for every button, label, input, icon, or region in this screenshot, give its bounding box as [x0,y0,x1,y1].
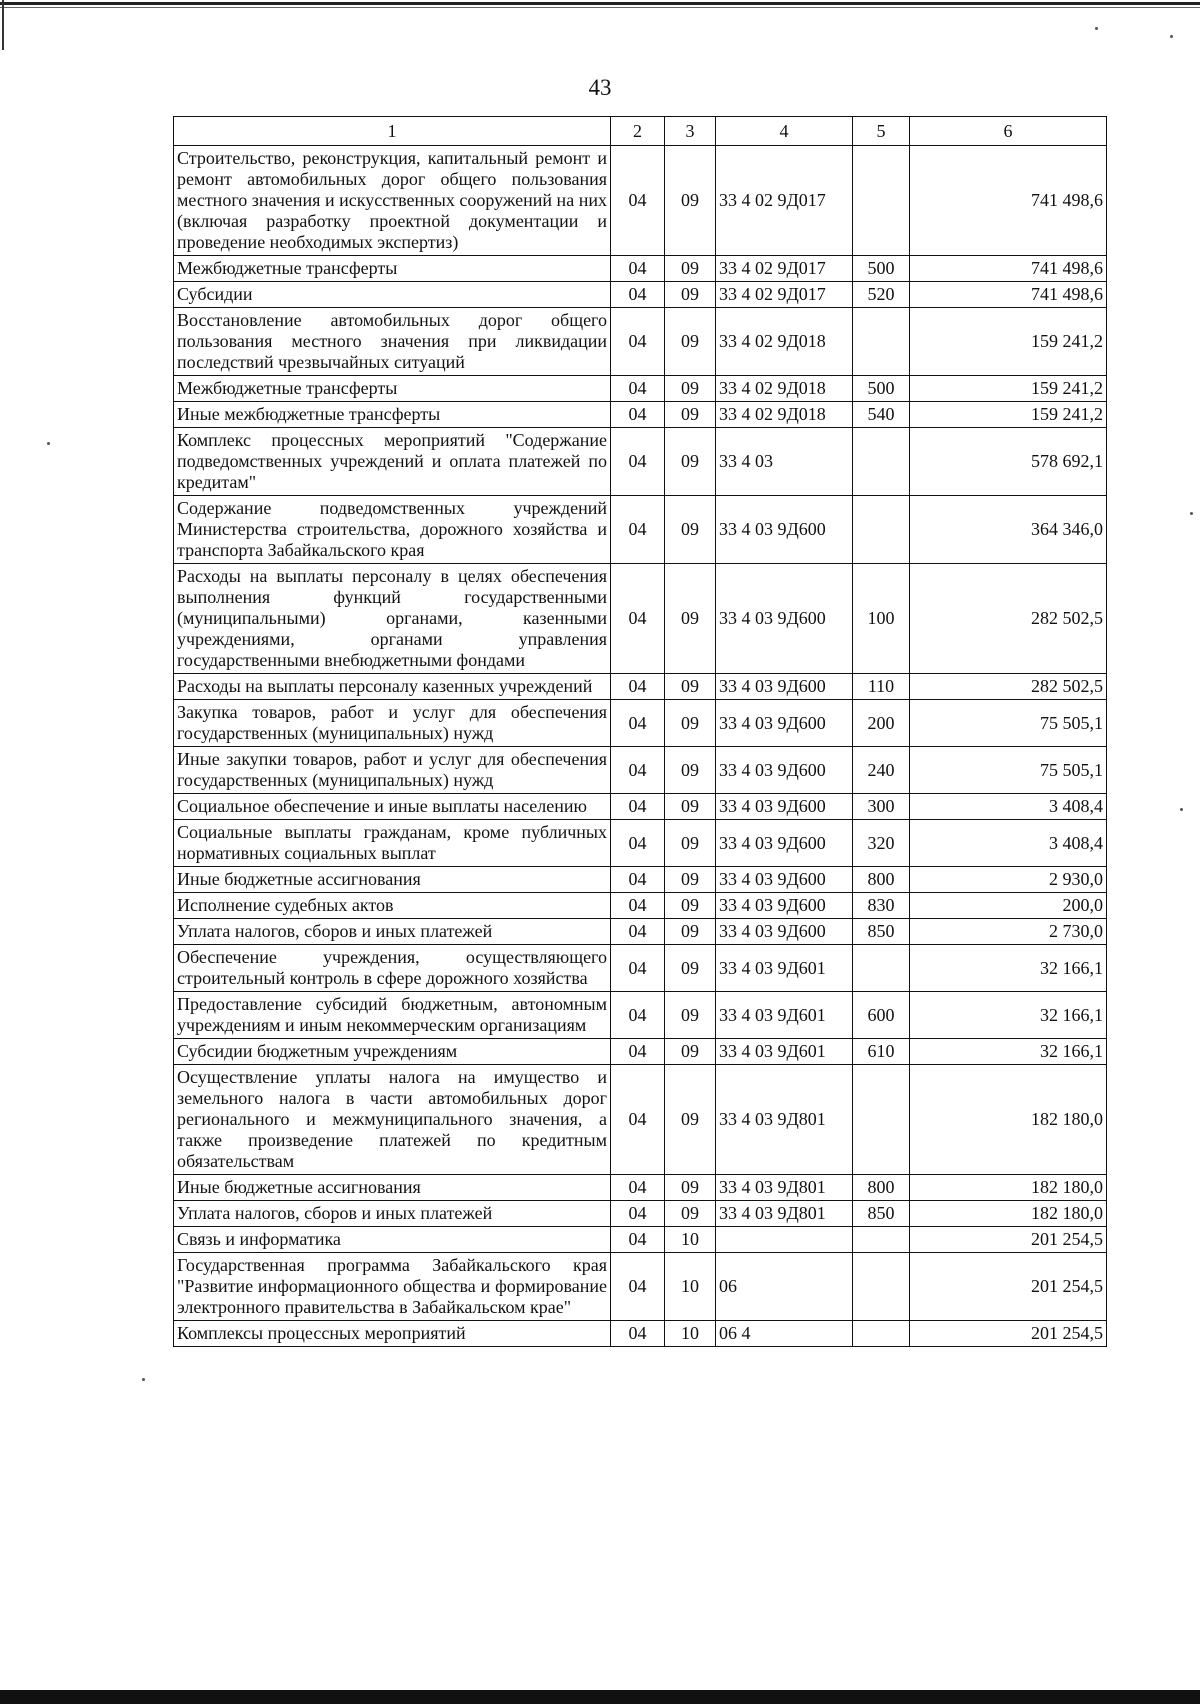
cell-name: Расходы на выплаты персоналу казенных учреждений [174,674,611,700]
table-row [174,1039,1107,1065]
table-row [174,1175,1107,1201]
cell-pr: 09 [665,496,716,564]
cell-vr [853,1065,910,1175]
cell-vr: 800 [853,1175,910,1201]
cell-csr: 33 4 02 9Д018 [716,402,853,428]
cell-rz: 04 [611,1253,665,1321]
cell-pr: 09 [665,747,716,794]
cell-rz: 04 [611,1065,665,1175]
cell-csr: 33 4 03 9Д600 [716,820,853,867]
cell-pr: 09 [665,1175,716,1201]
table-row [174,1227,1107,1253]
cell-name: Восстановление автомобильных дорог общего пользования местного значения при ликвидации последствий чрезвычайных ситуаций [174,308,611,376]
table-row [174,794,1107,820]
cell-rz: 04 [611,402,665,428]
cell-rz: 04 [611,1321,665,1347]
cell-vr: 200 [853,700,910,747]
cell-name: Обеспечение учреждения, осуществляющего строительный контроль в сфере дорожного хозяйства [174,945,611,992]
cell-csr: 33 4 03 9Д600 [716,700,853,747]
cell-vr [853,945,910,992]
cell-sum: 364 346,0 [910,496,1107,564]
scan-top-border [0,2,1200,5]
cell-sum: 282 502,5 [910,564,1107,674]
cell-vr [853,496,910,564]
scan-speck [1190,512,1193,515]
cell-vr: 500 [853,256,910,282]
cell-csr: 33 4 03 9Д801 [716,1201,853,1227]
cell-csr: 33 4 03 9Д801 [716,1065,853,1175]
cell-sum: 578 692,1 [910,428,1107,496]
cell-name: Закупка товаров, работ и услуг для обеспечения государственных (муниципальных) нужд [174,700,611,747]
cell-csr: 33 4 02 9Д017 [716,256,853,282]
cell-csr: 33 4 03 9Д600 [716,867,853,893]
cell-name: Иные межбюджетные трансферты [174,402,611,428]
cell-pr: 09 [665,256,716,282]
cell-pr: 09 [665,146,716,256]
table-row [174,945,1107,992]
cell-name: Иные закупки товаров, работ и услуг для обеспечения государственных (муниципальных) нужд [174,747,611,794]
cell-sum: 200,0 [910,893,1107,919]
cell-name: Иные бюджетные ассигнования [174,867,611,893]
scan-speck [1095,27,1098,30]
table-header-row [174,117,1107,146]
cell-sum: 201 254,5 [910,1227,1107,1253]
cell-pr: 09 [665,674,716,700]
table-row [174,428,1107,496]
table-row [174,992,1107,1039]
cell-csr: 33 4 03 9Д600 [716,893,853,919]
cell-pr: 09 [665,282,716,308]
cell-name: Межбюджетные трансферты [174,256,611,282]
cell-pr: 09 [665,308,716,376]
cell-rz: 04 [611,146,665,256]
cell-name: Государственная программа Забайкальского края "Развитие информационного общества и формирование электронного правительства в Забайкальском крае" [174,1253,611,1321]
cell-vr [853,428,910,496]
cell-rz: 04 [611,820,665,867]
budget-table [173,116,1107,1347]
cell-name: Исполнение судебных актов [174,893,611,919]
cell-vr [853,308,910,376]
cell-name: Осуществление уплаты налога на имущество и земельного налога в части автомобильных дорог регионального и межмуниципального значения, а также произведение платежей по кредитным обязательствам [174,1065,611,1175]
scan-speck [1170,35,1173,38]
cell-rz: 04 [611,496,665,564]
cell-sum: 2 930,0 [910,867,1107,893]
cell-csr: 33 4 03 9Д600 [716,747,853,794]
cell-pr: 09 [665,820,716,867]
cell-name: Строительство, реконструкция, капитальный ремонт и ремонт автомобильных дорог общего пользования местного значения и искусственных сооружений на них (включая разработку проектной документации и проведение необходимых экспертиз) [174,146,611,256]
scan-speck [1180,808,1183,811]
cell-pr: 09 [665,867,716,893]
cell-sum: 741 498,6 [910,146,1107,256]
cell-rz: 04 [611,700,665,747]
cell-csr [716,1227,853,1253]
table-row [174,700,1107,747]
cell-sum: 3 408,4 [910,794,1107,820]
cell-csr: 33 4 03 9Д600 [716,496,853,564]
table-row [174,402,1107,428]
table-row [174,1321,1107,1347]
cell-pr: 09 [665,893,716,919]
cell-sum: 75 505,1 [910,747,1107,794]
cell-vr: 240 [853,747,910,794]
cell-csr: 33 4 03 [716,428,853,496]
cell-vr: 800 [853,867,910,893]
cell-sum: 741 498,6 [910,256,1107,282]
scan-speck [47,442,50,445]
cell-vr [853,1253,910,1321]
table-row [174,820,1107,867]
cell-csr: 33 4 03 9Д600 [716,794,853,820]
scan-bottom-border [0,1690,1200,1704]
cell-sum: 182 180,0 [910,1175,1107,1201]
cell-pr: 09 [665,1201,716,1227]
cell-sum: 182 180,0 [910,1201,1107,1227]
table-row [174,496,1107,564]
cell-pr: 09 [665,376,716,402]
cell-rz: 04 [611,794,665,820]
cell-pr: 10 [665,1227,716,1253]
cell-csr: 33 4 02 9Д017 [716,282,853,308]
cell-rz: 04 [611,308,665,376]
cell-pr: 10 [665,1253,716,1321]
header-cell: 2 [611,117,665,146]
cell-rz: 04 [611,256,665,282]
cell-vr [853,1321,910,1347]
cell-vr: 100 [853,564,910,674]
cell-name: Предоставление субсидий бюджетным, автономным учреждениям и иным некоммерческим организациям [174,992,611,1039]
cell-csr: 06 [716,1253,853,1321]
cell-name: Связь и информатика [174,1227,611,1253]
cell-vr: 500 [853,376,910,402]
cell-vr [853,146,910,256]
scan-speck [142,1378,145,1381]
header-cell: 5 [853,117,910,146]
cell-sum: 3 408,4 [910,820,1107,867]
table-row [174,146,1107,256]
cell-sum: 159 241,2 [910,308,1107,376]
cell-rz: 04 [611,867,665,893]
table-row [174,282,1107,308]
cell-rz: 04 [611,945,665,992]
cell-pr: 09 [665,402,716,428]
cell-name: Комплексы процессных мероприятий [174,1321,611,1347]
cell-csr: 33 4 03 9Д601 [716,1039,853,1065]
cell-rz: 04 [611,674,665,700]
cell-sum: 32 166,1 [910,945,1107,992]
cell-pr: 09 [665,428,716,496]
cell-sum: 282 502,5 [910,674,1107,700]
cell-name: Уплата налогов, сборов и иных платежей [174,919,611,945]
cell-rz: 04 [611,919,665,945]
cell-pr: 09 [665,700,716,747]
cell-name: Комплекс процессных мероприятий "Содержание подведомственных учреждений и оплата платежей по кредитам" [174,428,611,496]
cell-vr: 830 [853,893,910,919]
cell-name: Субсидии [174,282,611,308]
cell-sum: 741 498,6 [910,282,1107,308]
cell-sum: 159 241,2 [910,376,1107,402]
cell-name: Социальные выплаты гражданам, кроме публичных нормативных социальных выплат [174,820,611,867]
cell-rz: 04 [611,1201,665,1227]
cell-rz: 04 [611,747,665,794]
cell-vr: 320 [853,820,910,867]
cell-rz: 04 [611,1039,665,1065]
cell-csr: 33 4 03 9Д601 [716,992,853,1039]
cell-sum: 201 254,5 [910,1321,1107,1347]
scan-left-edge [2,0,4,50]
cell-vr: 540 [853,402,910,428]
table-row [174,893,1107,919]
cell-sum: 159 241,2 [910,402,1107,428]
cell-sum: 2 730,0 [910,919,1107,945]
cell-pr: 09 [665,992,716,1039]
cell-pr: 09 [665,1039,716,1065]
cell-rz: 04 [611,1227,665,1253]
cell-name: Социальное обеспечение и иные выплаты населению [174,794,611,820]
cell-csr: 33 4 02 9Д018 [716,376,853,402]
header-cell: 6 [910,117,1107,146]
cell-rz: 04 [611,992,665,1039]
table-row [174,564,1107,674]
cell-vr: 110 [853,674,910,700]
header-cell: 3 [665,117,716,146]
page-number: 43 [588,75,612,100]
cell-csr: 06 4 [716,1321,853,1347]
cell-rz: 04 [611,1175,665,1201]
cell-csr: 33 4 02 9Д017 [716,146,853,256]
table-row [174,919,1107,945]
cell-vr: 850 [853,919,910,945]
cell-name: Уплата налогов, сборов и иных платежей [174,1201,611,1227]
cell-name: Содержание подведомственных учреждений Министерства строительства, дорожного хозяйства и транспорта Забайкальского края [174,496,611,564]
table-row [174,1065,1107,1175]
cell-csr: 33 4 03 9Д600 [716,919,853,945]
table-row [174,308,1107,376]
table-row [174,674,1107,700]
cell-pr: 09 [665,564,716,674]
cell-sum: 182 180,0 [910,1065,1107,1175]
cell-vr: 600 [853,992,910,1039]
table-row [174,867,1107,893]
cell-sum: 201 254,5 [910,1253,1107,1321]
cell-pr: 09 [665,945,716,992]
cell-name: Субсидии бюджетным учреждениям [174,1039,611,1065]
cell-csr: 33 4 03 9Д801 [716,1175,853,1201]
cell-rz: 04 [611,893,665,919]
cell-pr: 09 [665,919,716,945]
cell-vr: 610 [853,1039,910,1065]
scan-top-border-thin [0,7,1200,8]
table-row [174,1253,1107,1321]
header-cell: 1 [174,117,611,146]
cell-sum: 32 166,1 [910,1039,1107,1065]
table-row [174,747,1107,794]
cell-sum: 75 505,1 [910,700,1107,747]
cell-name: Расходы на выплаты персоналу в целях обеспечения выполнения функций государственными (муниципальными) органами, казенными учреждениями, органами управления государственными внебюджетными фондами [174,564,611,674]
cell-pr: 09 [665,1065,716,1175]
cell-pr: 09 [665,794,716,820]
cell-vr: 850 [853,1201,910,1227]
table-row [174,1201,1107,1227]
header-cell: 4 [716,117,853,146]
cell-vr: 300 [853,794,910,820]
cell-vr [853,1227,910,1253]
cell-sum: 32 166,1 [910,992,1107,1039]
cell-name: Межбюджетные трансферты [174,376,611,402]
cell-csr: 33 4 02 9Д018 [716,308,853,376]
table-row [174,256,1107,282]
cell-vr: 520 [853,282,910,308]
cell-csr: 33 4 03 9Д601 [716,945,853,992]
table-row [174,376,1107,402]
cell-rz: 04 [611,282,665,308]
cell-rz: 04 [611,564,665,674]
cell-rz: 04 [611,428,665,496]
cell-csr: 33 4 03 9Д600 [716,564,853,674]
cell-rz: 04 [611,376,665,402]
cell-csr: 33 4 03 9Д600 [716,674,853,700]
cell-name: Иные бюджетные ассигнования [174,1175,611,1201]
cell-pr: 10 [665,1321,716,1347]
